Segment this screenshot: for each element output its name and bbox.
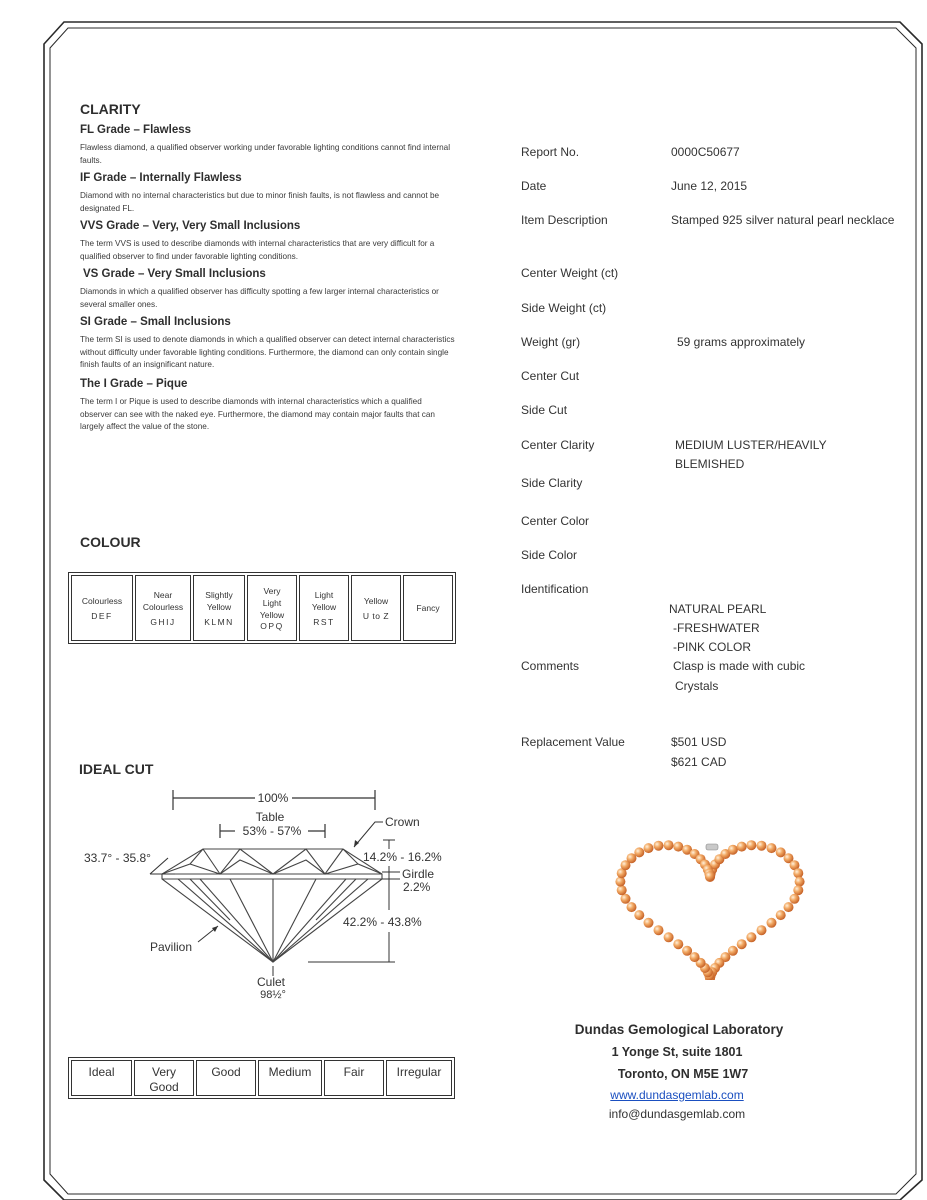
- grade-si-desc: The term SI is used to denote diamonds in which a qualified observer can detect internal characteristics without difficulty under favorable lighting conditions. Furthermore, the diamond can only contain single finish faults of an insignificant nature.: [80, 335, 455, 369]
- grade-if-title: IF Grade – Internally Flawless: [80, 172, 242, 184]
- side-clarity-label: Side Clarity: [521, 476, 583, 490]
- crown-height-label: 14.2% - 16.2%: [363, 850, 442, 864]
- colour-cell-grades: RST: [313, 617, 335, 627]
- colour-cell-grades: U to Z: [362, 611, 390, 621]
- colour-cell-very-light-yellow: [247, 575, 297, 641]
- pearl-bead: [682, 946, 692, 956]
- pearl-bead: [664, 840, 674, 850]
- cut-grade-table: [68, 1057, 455, 1099]
- colour-cell-label: Yellow: [363, 596, 389, 606]
- cut-grade-fair: [324, 1060, 384, 1096]
- grade-vvs-desc: The term VVS is used to describe diamonds with internal characteristics that are very difficult for a qualified observer to find under favorable lighting conditions.: [80, 239, 435, 261]
- replacement-value-label: Replacement Value: [521, 735, 625, 749]
- crown-label: Crown: [385, 815, 420, 829]
- colour-cell-label: Near Colourless: [142, 590, 184, 612]
- pearl-bead: [784, 902, 794, 912]
- cut-grade-label: Irregular: [396, 1065, 442, 1079]
- side-weight-label: Side Weight (ct): [521, 301, 607, 315]
- colour-scale-table: [68, 572, 456, 644]
- identification-label: Identification: [521, 582, 589, 596]
- pearl-bead: [644, 843, 654, 853]
- pearl-bead: [634, 847, 644, 857]
- pearl-necklace-photo: [610, 830, 810, 980]
- center-cut-label: Center Cut: [521, 369, 580, 383]
- pearl-bead: [790, 894, 800, 904]
- pearl-bead: [776, 910, 786, 920]
- grade-vvs-title: VVS Grade – Very, Very Small Inclusions: [80, 220, 301, 232]
- total-width-label: 100%: [257, 791, 289, 805]
- item-description-label: Item Description: [521, 213, 608, 227]
- ideal-cut-heading: IDEAL CUT: [79, 761, 154, 777]
- colour-cell-colourless: [71, 575, 133, 641]
- pearl-bead: [673, 939, 683, 949]
- lab-address-line1: 1 Yonge St, suite 1801: [611, 1045, 743, 1059]
- identification-value-line3: -PINK COLOR: [673, 640, 752, 654]
- colour-cell-near-colourless: [135, 575, 191, 641]
- cut-grade-ideal: [71, 1060, 132, 1096]
- date-value: June 12, 2015: [671, 179, 748, 193]
- pearl-bead: [793, 885, 803, 895]
- side-cut-label: Side Cut: [521, 403, 568, 417]
- cut-grade-irregular: [386, 1060, 452, 1096]
- grade-vs-desc: Diamonds in which a qualified observer has difficulty spotting a few larger internal characteristics or several smaller ones.: [80, 287, 439, 309]
- pearl-bead: [654, 841, 664, 851]
- colour-cell-label: Colourless: [81, 596, 123, 606]
- colour-cell-grades: OPQ: [260, 621, 284, 631]
- pearl-bead: [746, 932, 756, 942]
- pearl-bead: [767, 843, 777, 853]
- pearl-bead: [746, 840, 756, 850]
- pearl-bead: [795, 877, 805, 887]
- pearl-bead: [673, 842, 683, 852]
- colour-cell-label: Light Yellow: [311, 590, 337, 612]
- colour-cell-grades: DEF: [91, 611, 113, 621]
- table-label: Table: [255, 810, 285, 824]
- cut-grade-very-good: [134, 1060, 194, 1096]
- cut-grade-label: Good: [211, 1065, 241, 1079]
- pearl-bead: [737, 842, 747, 852]
- colour-cell-slightly-yellow: [193, 575, 245, 641]
- lab-address-line2: Toronto, ON M5E 1W7: [617, 1067, 749, 1081]
- lab-email: info@dundasgemlab.com: [608, 1107, 746, 1121]
- pearl-bead: [757, 925, 767, 935]
- pearl-bead: [634, 910, 644, 920]
- center-weight-label: Center Weight (ct): [521, 266, 619, 280]
- comments-value-line2: Crystals: [675, 679, 719, 693]
- grade-i-desc: The term I or Pique is used to describe diamonds with internal characteristics which a qualified observer can see with the naked eye. Furthermore, the diamond may contain major faults that can largely affect the value of the stone.: [80, 397, 435, 431]
- pearl-bead: [627, 902, 637, 912]
- identification-value-line2: -FRESHWATER: [673, 621, 760, 635]
- colour-cell-fancy: [403, 575, 453, 641]
- pearl-bead: [767, 918, 777, 928]
- grade-if-desc: Diamond with no internal characteristics but due to minor finish faults, is not flawless and cannot be designated FL.: [80, 191, 440, 213]
- pearl-bead: [644, 918, 654, 928]
- replacement-value-usd: $501 USD: [671, 735, 727, 749]
- replacement-value-cad: $621 CAD: [671, 755, 727, 769]
- colour-cell-label: Very Light Yellow: [259, 586, 285, 620]
- weight-value: 59 grams approximately: [677, 335, 806, 349]
- pearl-bead: [757, 841, 767, 851]
- crown-angle-label: 33.7° - 35.8°: [84, 851, 151, 865]
- colour-cell-grades: KLMN: [204, 617, 234, 627]
- center-color-label: Center Color: [521, 514, 590, 528]
- grade-vs-title: VS Grade – Very Small Inclusions: [83, 268, 266, 280]
- grade-fl-desc: Flawless diamond, a qualified observer working under favorable lighting conditions cannot find internal faults.: [80, 143, 451, 165]
- pavilion-depth-label: 42.2% - 43.8%: [343, 915, 422, 929]
- culet-label: Culet: [256, 975, 286, 989]
- cut-grade-label: Medium: [268, 1065, 312, 1079]
- grade-si-title: SI Grade – Small Inclusions: [80, 316, 231, 328]
- cut-grade-label: Very: [151, 1065, 176, 1079]
- pearl-bead: [728, 845, 738, 855]
- table-percent-label: 53% - 57%: [242, 824, 302, 838]
- pearl-bead: [617, 885, 627, 895]
- comments-label: Comments: [521, 659, 580, 673]
- clarity-heading: CLARITY: [80, 101, 141, 117]
- center-clarity-label: Center Clarity: [521, 438, 595, 452]
- pearl-bead: [664, 932, 674, 942]
- weight-label: Weight (gr): [521, 335, 581, 349]
- center-clarity-value-line2: BLEMISHED: [675, 457, 745, 471]
- diamond-outline: [162, 849, 382, 962]
- identification-value-line1: NATURAL PEARL: [669, 602, 767, 616]
- report-no-label: Report No.: [521, 145, 580, 159]
- date-label: Date: [521, 179, 547, 193]
- colour-cell-light-yellow: [299, 575, 349, 641]
- cut-grade-good: [196, 1060, 256, 1096]
- colour-cell-label: Fancy: [416, 603, 440, 613]
- colour-cell-grades: GHIJ: [150, 617, 176, 627]
- grade-i-title: The I Grade – Pique: [80, 378, 188, 390]
- pearl-bead: [737, 939, 747, 949]
- cut-grade-medium: [258, 1060, 322, 1096]
- girdle-label: Girdle: [402, 867, 435, 881]
- colour-heading: COLOUR: [80, 534, 141, 550]
- diamond-proportions-diagram: [70, 780, 470, 1010]
- pearl-beads: [615, 840, 804, 980]
- culet-value-label: 98½°: [260, 989, 286, 1001]
- cut-grade-label-line2: Good: [149, 1080, 179, 1094]
- grade-fl-title: FL Grade – Flawless: [80, 124, 192, 136]
- pearl-bead: [615, 877, 625, 887]
- center-clarity-value-line1: MEDIUM LUSTER/HEAVILY: [675, 438, 827, 452]
- lab-website-link[interactable]: www.dundasgemlab.com: [610, 1088, 744, 1102]
- lab-name: Dundas Gemological Laboratory: [574, 1022, 784, 1037]
- pearl-bead: [705, 871, 715, 881]
- colour-cell-yellow: [351, 575, 401, 641]
- colour-cell-label: Slightly Yellow: [205, 590, 233, 612]
- clasp: [706, 844, 718, 850]
- item-description-value: Stamped 925 silver natural pearl necklace: [671, 213, 895, 227]
- pearl-bead: [654, 925, 664, 935]
- girdle-percent-label: 2.2%: [403, 880, 431, 894]
- pearl-bead: [793, 868, 803, 878]
- pearl-bead: [621, 894, 631, 904]
- comments-value-line1: Clasp is made with cubic: [673, 659, 806, 673]
- side-color-label: Side Color: [521, 548, 578, 562]
- report-no-value: 0000C50677: [671, 145, 740, 159]
- pavilion-label: Pavilion: [150, 940, 193, 954]
- cut-grade-label: Fair: [343, 1065, 365, 1079]
- cut-grade-label: Ideal: [88, 1065, 115, 1079]
